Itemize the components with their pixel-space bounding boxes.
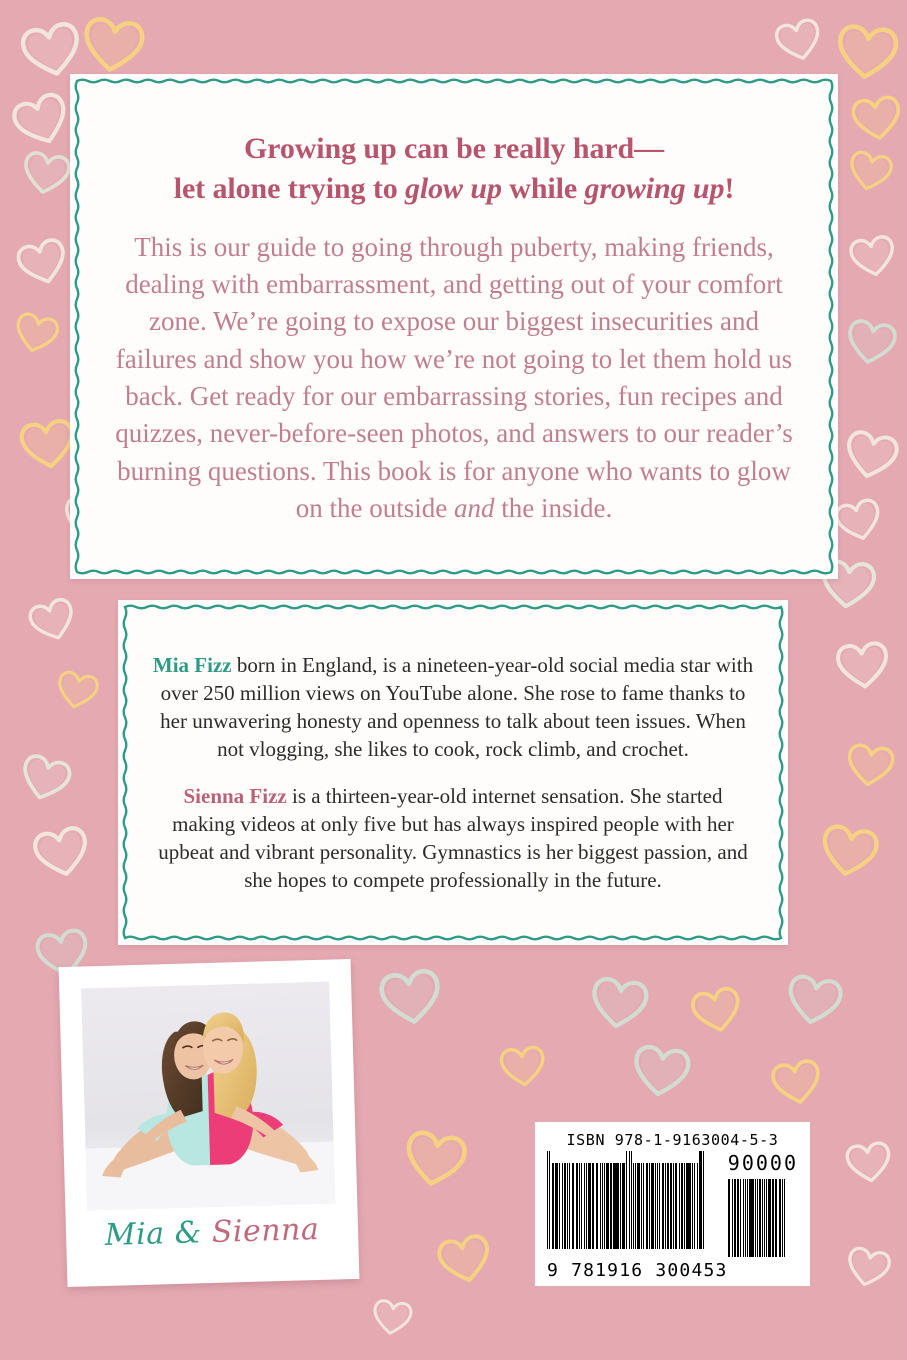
- barcode-bar: [768, 1179, 770, 1257]
- polaroid-caption: [66, 1211, 359, 1254]
- author-bio-mia-text: born in England, is a nineteen-year-old social media star with over 250 million views on YouTube alone. She rose to fame thanks to her unwavering honesty and openness to talk about teen issues. When not vlogging, she likes to cook, rock climb, and crochet.: [160, 652, 754, 761]
- barcode-bar: [613, 1163, 614, 1249]
- barcode-bar: [602, 1163, 603, 1249]
- heart-icon: [844, 148, 895, 196]
- headline-em-growing-up: growing up: [584, 171, 725, 205]
- barcode-bar: [697, 1163, 698, 1249]
- author-bio-sienna: [152, 782, 754, 895]
- barcode-bar: [670, 1163, 672, 1249]
- barcode-bar: [659, 1163, 660, 1249]
- barcode-bar: [637, 1163, 639, 1249]
- barcode-bar: [689, 1163, 690, 1249]
- author-name-sienna: Sienna Fizz: [183, 784, 287, 808]
- barcode-bar: [592, 1163, 594, 1249]
- heart-icon: [53, 668, 102, 714]
- barcode-bar: [734, 1179, 736, 1257]
- heart-icon: [15, 750, 76, 808]
- headline-line-2-pre: let alone trying to: [173, 171, 406, 205]
- barcode-bar: [747, 1179, 748, 1257]
- heart-icon: [78, 14, 147, 78]
- ean-digits: 9 781916 300453: [547, 1260, 728, 1281]
- barcode-bar: [675, 1163, 677, 1249]
- heart-icon: [629, 1042, 694, 1102]
- barcode-bar: [622, 1163, 624, 1249]
- barcode-bar: [662, 1163, 664, 1249]
- barcode-bar: [764, 1179, 765, 1257]
- barcode-bar: [586, 1163, 587, 1249]
- heart-icon: [7, 88, 77, 154]
- heart-icon: [772, 15, 827, 67]
- polaroid-caption-sienna: Sienna: [211, 1211, 320, 1250]
- barcode-bar: [620, 1163, 621, 1249]
- heart-icon: [19, 148, 74, 200]
- ean13-bars: [547, 1151, 705, 1249]
- barcode-bar: [606, 1163, 608, 1249]
- barcode-bar: [772, 1179, 774, 1257]
- headline-line-2-post: !: [724, 171, 735, 205]
- addon-bars: [728, 1177, 798, 1257]
- heart-icon: [833, 21, 901, 85]
- barcode-bar: [617, 1163, 618, 1249]
- heart-icon: [688, 983, 746, 1038]
- blurb-body: [106, 229, 802, 528]
- heart-icon: [434, 1231, 497, 1289]
- heart-icon: [849, 93, 905, 146]
- barcode-bar: [633, 1163, 634, 1249]
- barcode-bar: [643, 1163, 644, 1249]
- headline-em-glow-up: glow up: [405, 171, 502, 205]
- barcode-bar: [559, 1163, 560, 1249]
- barcode-bar: [655, 1163, 656, 1249]
- blurb-headline: [106, 129, 802, 208]
- barcode-bar: [740, 1179, 741, 1257]
- barcode-bar: [641, 1163, 642, 1249]
- heart-icon: [842, 1244, 893, 1292]
- barcode-bar: [588, 1163, 590, 1249]
- heart-icon: [843, 1139, 894, 1187]
- isbn-text: ISBN 978-1-9163004-5-3: [566, 1131, 779, 1149]
- heart-icon: [842, 316, 899, 370]
- heart-icon: [847, 232, 900, 281]
- barcode-bar: [703, 1151, 704, 1249]
- heart-icon: [832, 495, 887, 547]
- barcode-bar: [646, 1163, 648, 1249]
- barcode-bar: [757, 1179, 758, 1257]
- author-bio-sienna-text: is a thirteen-year-old internet sensation. She started making videos at only five but has always inspired people with her upbeat and vibrant personality. Gymnastics is her biggest passion, and she hopes to compete professionally in the future.: [158, 784, 748, 893]
- heart-icon: [498, 1044, 548, 1091]
- barcode-bar: [779, 1179, 781, 1257]
- barcode-row: [547, 1151, 798, 1257]
- barcode-bar: [782, 1179, 783, 1257]
- barcode-bar: [626, 1151, 627, 1249]
- barcode-bar: [576, 1163, 578, 1249]
- barcode-bar: [667, 1163, 668, 1249]
- barcode-bar: [600, 1163, 601, 1249]
- authors-photo: [81, 982, 335, 1211]
- heart-icon: [10, 309, 62, 358]
- barcode-bar: [728, 1179, 730, 1257]
- barcode-bar: [567, 1163, 568, 1249]
- barcode-bar: [604, 1163, 605, 1249]
- blurb-body-post: the inside.: [494, 493, 613, 524]
- barcode-bar: [610, 1163, 612, 1249]
- blurb-content: [70, 74, 838, 579]
- barcode-bar: [555, 1163, 557, 1249]
- authors-content: [118, 600, 788, 945]
- heart-icon: [400, 1127, 471, 1193]
- barcode-bar: [699, 1151, 701, 1249]
- barcode-bar: [679, 1163, 680, 1249]
- barcode-bar: [745, 1179, 746, 1257]
- two-girls-photo-illustration: [81, 982, 335, 1211]
- heart-icon: [25, 594, 82, 648]
- barcode-bar: [562, 1163, 563, 1249]
- barcode-bar: [694, 1163, 695, 1249]
- barcode-bar: [629, 1151, 630, 1249]
- heart-icon: [29, 823, 94, 884]
- barcode-bar: [692, 1163, 693, 1249]
- polaroid-caption-mia: Mia &: [104, 1214, 213, 1253]
- barcode-bar: [784, 1179, 785, 1257]
- barcode-bar: [751, 1179, 753, 1257]
- barcode-bar: [584, 1163, 585, 1249]
- author-bio-mia: [152, 651, 754, 764]
- barcode-bar: [547, 1151, 548, 1249]
- barcode-bar: [665, 1163, 666, 1249]
- barcode-bar: [552, 1163, 554, 1249]
- barcode-bar: [766, 1179, 767, 1257]
- heart-icon: [587, 974, 652, 1034]
- barcode-bar: [657, 1163, 658, 1249]
- barcode-bar: [686, 1163, 688, 1249]
- barcode-bar: [673, 1163, 674, 1249]
- barcode-bar: [743, 1179, 744, 1257]
- heart-icon: [782, 972, 846, 1031]
- barcode-bar: [732, 1179, 733, 1257]
- blurb-body-pre: This is our guide to going through puberty, making friends, dealing with embarrassment, and getting out of your comfort zone. We’re going to expose our biggest insecurities and failures and show you how we’re not going to let them hold us back. Get ready for our embarrassing stories, fun recipes and quizzes, never-before-seen photos, and answers to our reader’s burning questions. This book is for anyone who wants to glow on the outside: [115, 231, 793, 524]
- heart-icon: [13, 234, 74, 292]
- heart-icon: [834, 639, 893, 692]
- barcode-bar: [579, 1163, 580, 1249]
- price-code-digits: 90000: [727, 1151, 798, 1175]
- barcode-bar: [615, 1163, 616, 1249]
- barcode-bar: [651, 1163, 653, 1249]
- barcode-bar: [581, 1163, 582, 1249]
- blurb-body-em-and: and: [454, 493, 495, 524]
- barcode-bar: [749, 1179, 750, 1257]
- barcode-bar: [572, 1163, 574, 1249]
- barcode-bar: [569, 1163, 570, 1249]
- heart-icon: [840, 427, 903, 485]
- addon-block: [728, 1151, 798, 1257]
- heart-icon: [370, 1297, 415, 1338]
- barcode-bar: [755, 1179, 756, 1257]
- blurb-panel: [70, 74, 838, 579]
- barcode-bar: [737, 1179, 738, 1257]
- barcode-bar: [775, 1179, 777, 1257]
- author-name-mia: Mia Fizz: [152, 652, 232, 677]
- heart-icon: [376, 966, 445, 1030]
- barcode-bar: [631, 1151, 632, 1249]
- barcode-bar: [649, 1163, 650, 1249]
- authors-panel: [118, 600, 788, 945]
- barcode-bar: [596, 1163, 598, 1249]
- barcode-bar: [684, 1163, 685, 1249]
- isbn-barcode: [535, 1122, 810, 1286]
- barcode-bar: [762, 1179, 763, 1257]
- headline-line-2-mid: while: [501, 171, 585, 205]
- barcode-bar: [681, 1163, 683, 1249]
- polaroid-photo-frame: [59, 959, 360, 1287]
- heart-icon: [843, 741, 897, 791]
- barcode-bar: [549, 1151, 550, 1249]
- heart-icon: [816, 821, 882, 882]
- barcode-bar: [564, 1163, 566, 1249]
- headline-line-1: Growing up can be really hard—: [243, 132, 665, 166]
- barcode-bar: [759, 1179, 761, 1257]
- barcode-bar: [635, 1163, 636, 1249]
- heart-icon: [768, 1056, 825, 1110]
